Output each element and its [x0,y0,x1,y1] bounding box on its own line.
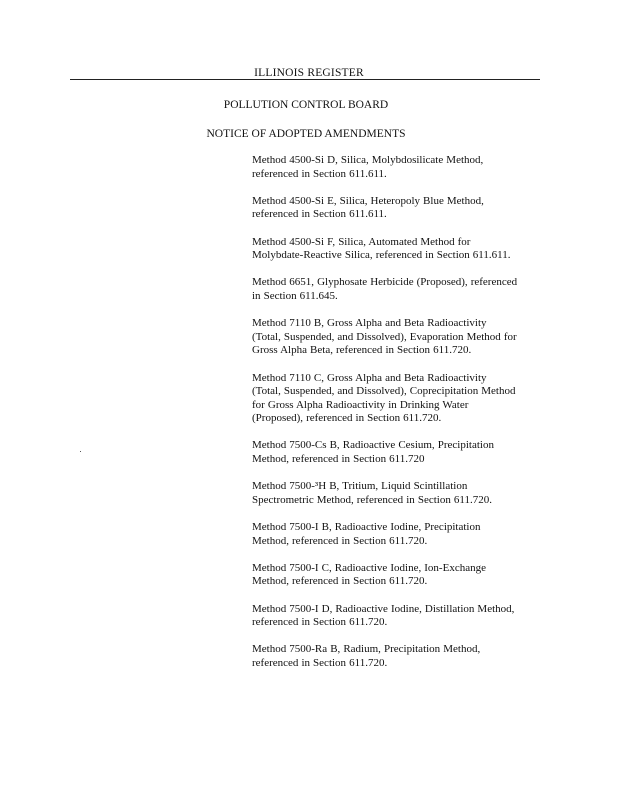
notice-title: NOTICE OF ADOPTED AMENDMENTS [206,128,406,140]
method-item-7110-c: Method 7110 C, Gross Alpha and Beta Radioactivity (Total, Suspended, and Dissolved), Coprecipitation Method for Gross Alpha Radioactivity in Drinking Water (Proposed), referenced in Section 611.720. [252,371,516,425]
method-item-7500-h-b: Method 7500-³H B, Tritium, Liquid Scintillation Spectrometric Method, referenced in Section 611.720. [252,480,492,506]
header-rule [70,79,540,80]
method-item-7110-b: Method 7110 B, Gross Alpha and Beta Radioactivity (Total, Suspended, and Dissolved), Evaporation Method for Gross Alpha Beta, referenced in Section 611.720. [252,317,517,357]
board-title: POLLUTION CONTROL BOARD [223,99,389,111]
method-list [252,154,544,684]
method-item-4500-si-e: Method 4500-Si E, Silica, Heteropoly Blue Method, referenced in Section 611.611. [252,194,484,221]
method-item-7500-i-c: Method 7500-I C, Radioactive Iodine, Ion-Exchange Method, referenced in Section 611.720. [252,561,486,588]
method-item-7500-i-b: Method 7500-I B, Radioactive Iodine, Precipitation Method, referenced in Section 611.720. [252,521,481,547]
method-item-7500-i-d: Method 7500-I D, Radioactive Iodine, Distillation Method, referenced in Section 611.720. [252,602,515,629]
method-item-7500-cs-b: Method 7500-Cs B, Radioactive Cesium, Precipitation Method, referenced in Section 611.720 [252,439,494,466]
method-item-4500-si-f: Method 4500-Si F, Silica, Automated Method for Molybdate-Reactive Silica, referenced in Section 611.611. [252,235,511,262]
method-item-6651: Method 6651, Glyphosate Herbicide (Proposed), referenced in Section 611.645. [252,276,518,302]
method-item-4500-si-d: Method 4500-Si D, Silica, Molybdosilicate Method, referenced in Section 611.611. [252,154,484,180]
method-item-7500-ra-b: Method 7500-Ra B, Radium, Precipitation Method, referenced in Section 611.720. [252,643,481,669]
stray-mark [80,451,81,452]
register-title: ILLINOIS REGISTER [254,67,364,79]
